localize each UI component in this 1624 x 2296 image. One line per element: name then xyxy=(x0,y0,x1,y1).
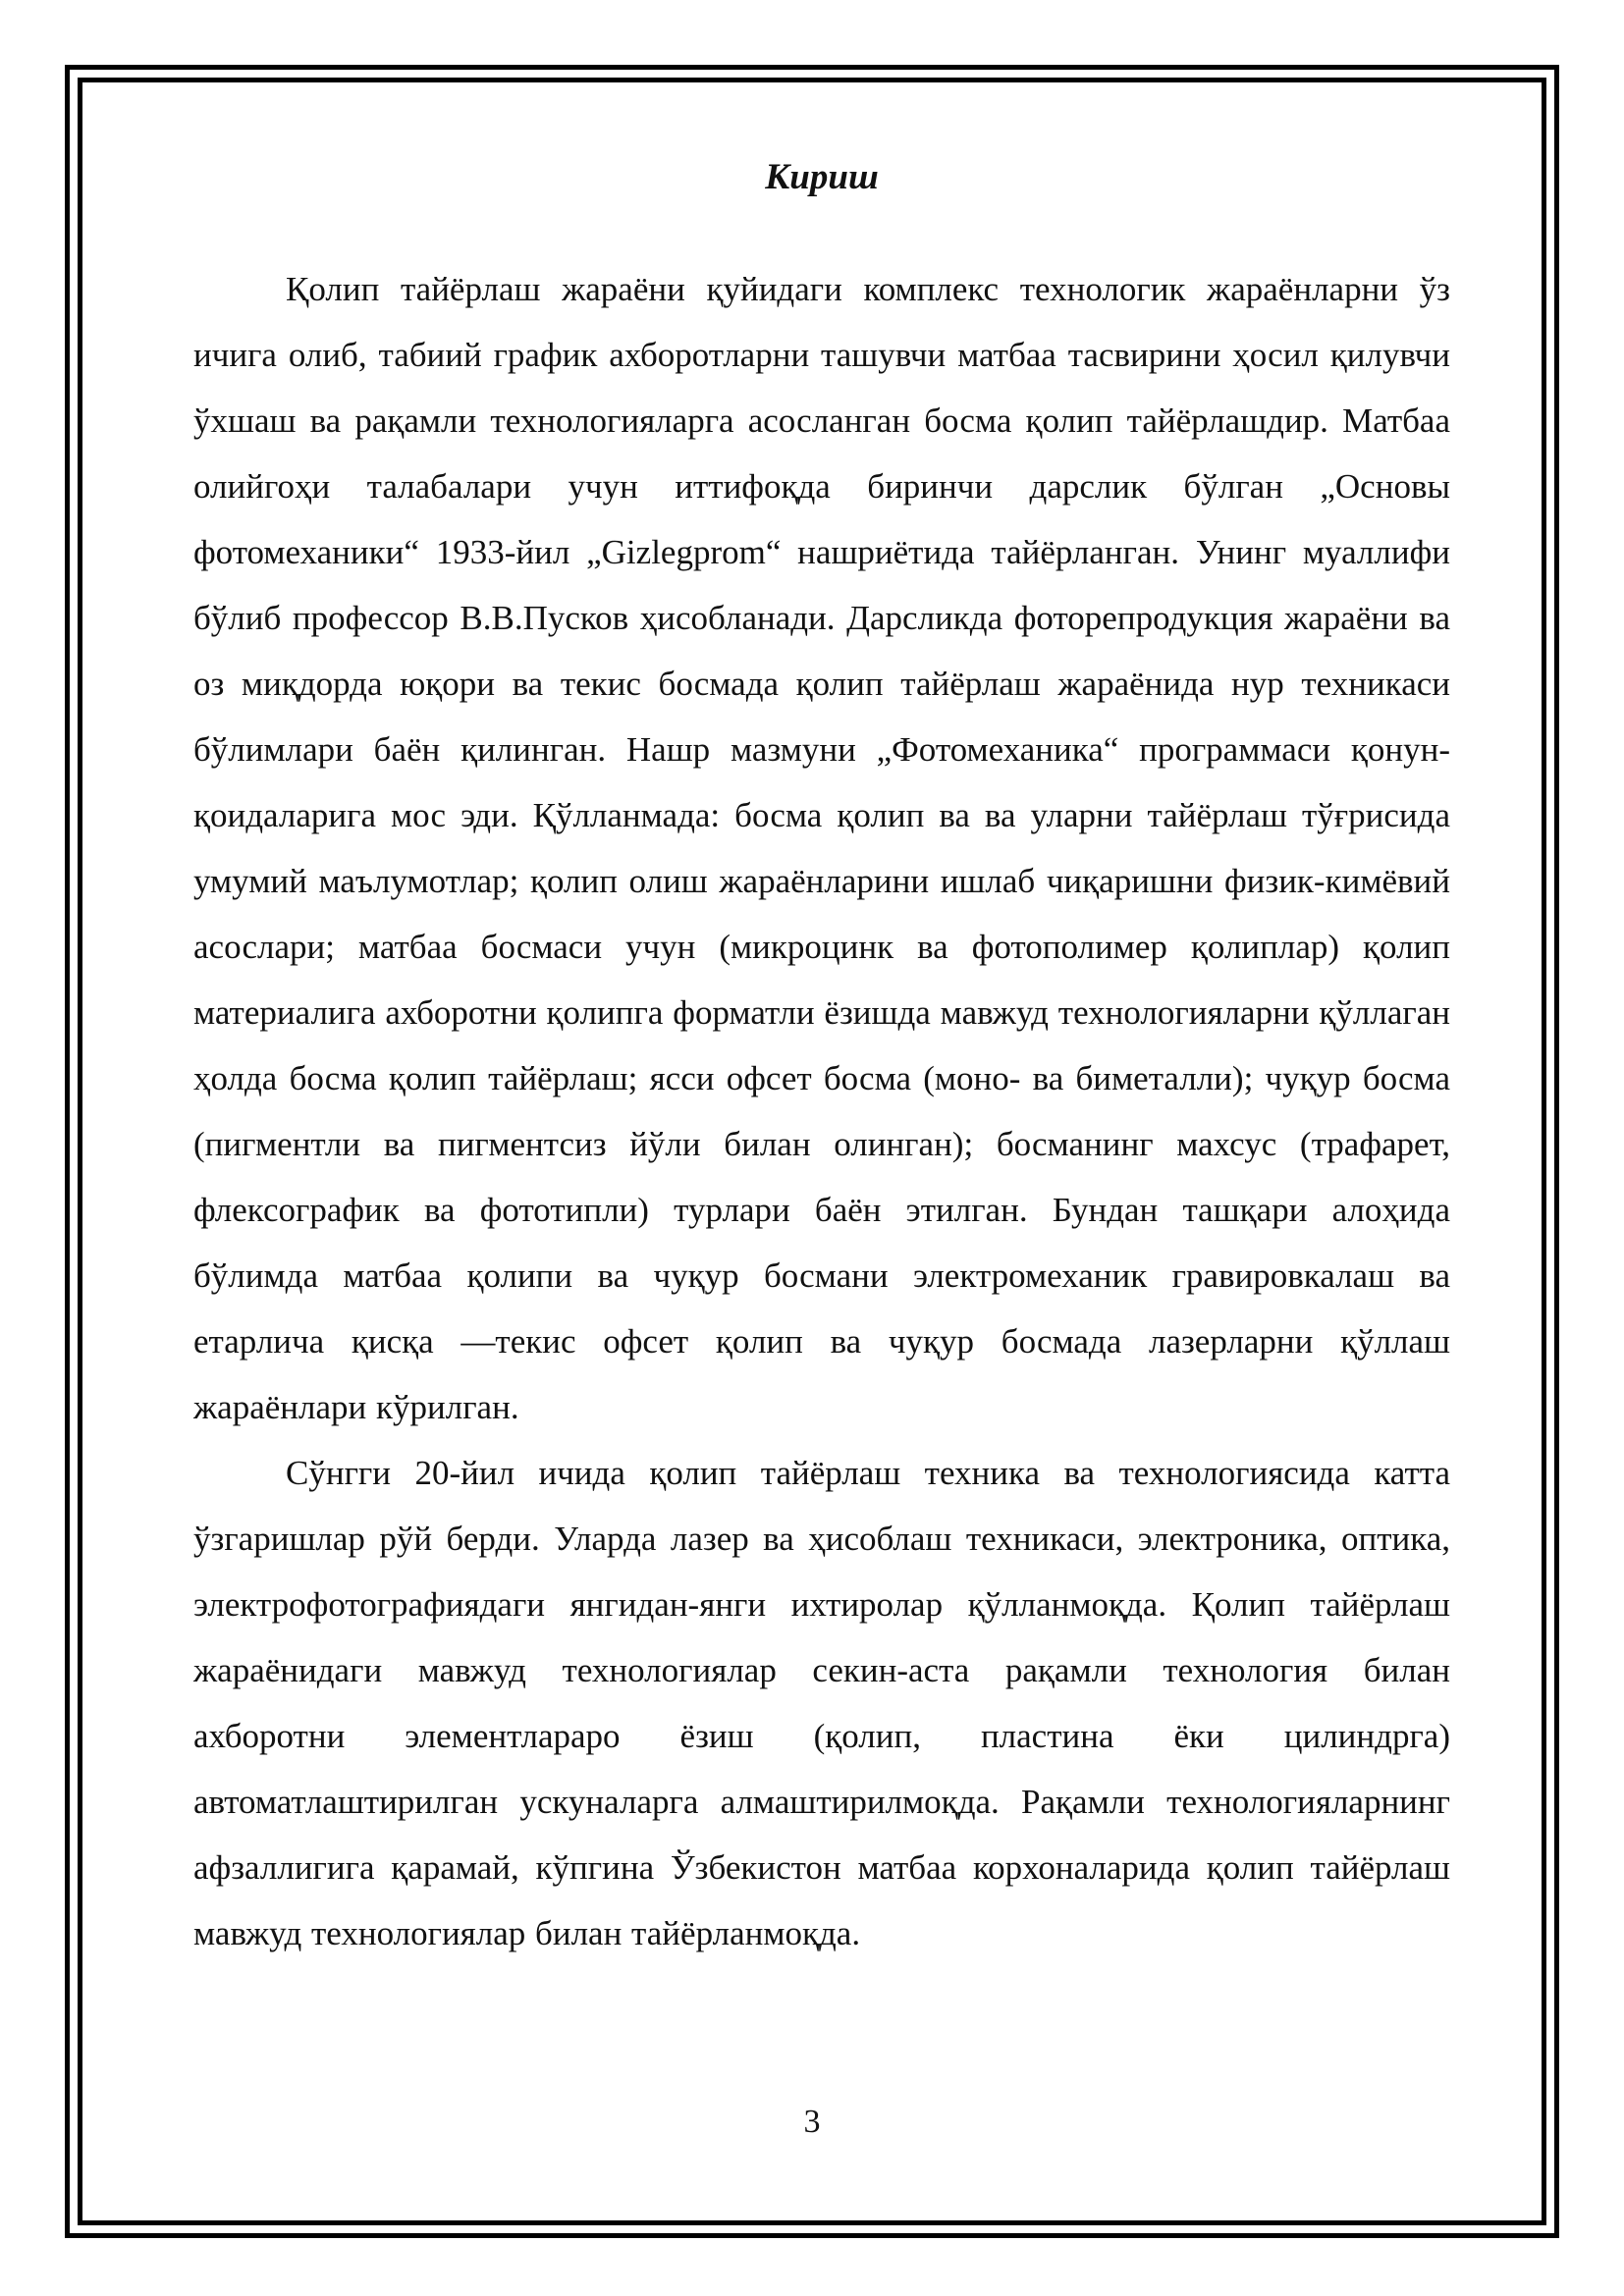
paragraph-1: Қолип тайёрлаш жараёни қуйидаги комплекс технологик жараёнларни ўз ичига олиб, табиий график ахборотларни ташувчи матбаа тасвирини ҳосил қилувчи ўхшаш ва рақамли технологияларга асосланган босма қолип тайёрлашдир. Матбаа олийгоҳи талабалари учун иттифоқда биринчи дарслик бўлган „Основы фотомеханики“ 1933-йил „Gizlegprom“ нашриётида тайёрланган. Унинг муаллифи бўлиб профессор В.В.Пусков ҳисобланади. Дарсликда фоторепродукция жараёни ва оз миқдорда юқори ва текис босмада қолип тайёрлаш жараёнида нур техникаси бўлимлари баён қилинган. Нашр мазмуни „Фотомеханика“ программаси қонун-қоидаларига мос эди. Қўлланмада: босма қолип ва ва уларни тайёрлаш тўғрисида умумий маълумотлар; қолип олиш жараёнларини ишлаб чиқаришни физик-кимёвий асослари; матбаа босмаси учун (микроцинк ва фотополимер қолиплар) қолип материалига ахборотни қолипга форматли ёзишда мавжуд технологияларни қўллаган ҳолда босма қолип тайёрлаш; ясси офсет босма (моно- ва биметалли); чуқур босма (пигментли ва пигментсиз йўли билан олинган); босманинг махсус (трафарет, флексографик ва фототипли) турлари баён этилган. Бундан ташқари алоҳида бўлимда матбаа қолипи ва чуқур босмани электромеханик гравировкалаш ва етарлича қисқа —текис офсет қолип ва чуқур босмада лазерларни қўллаш жараёнлари кўрилган. xyxy=(193,270,1450,1426)
page-number: 3 xyxy=(803,2104,821,2140)
paragraph-2: Сўнгги 20-йил ичида қолип тайёрлаш техника ва технологиясида катта ўзгаришлар рўй берди. Уларда лазер ва ҳисоблаш техникаси, электроника, оптика, электрофотографиядаги янгидан-янги ихтиролар қўлланмоқда. Қолип тайёрлаш жараёнидаги мавжуд технологиялар секин-аста рақамли технология билан ахборотни элементлараро ёзиш (қолип, пластина ёки цилиндрга) автоматлаштирилган ускуналарга алмаштирилмоқда. Рақамли технологияларнинг афзаллигига қарамай, кўпгина Ўзбекистон матбаа корхоналарида қолип тайёрлаш мавжуд технологиялар билан тайёрланмоқда. xyxy=(193,1454,1450,1952)
page-title: Кириш xyxy=(765,157,879,197)
page-content xyxy=(193,152,1450,1966)
